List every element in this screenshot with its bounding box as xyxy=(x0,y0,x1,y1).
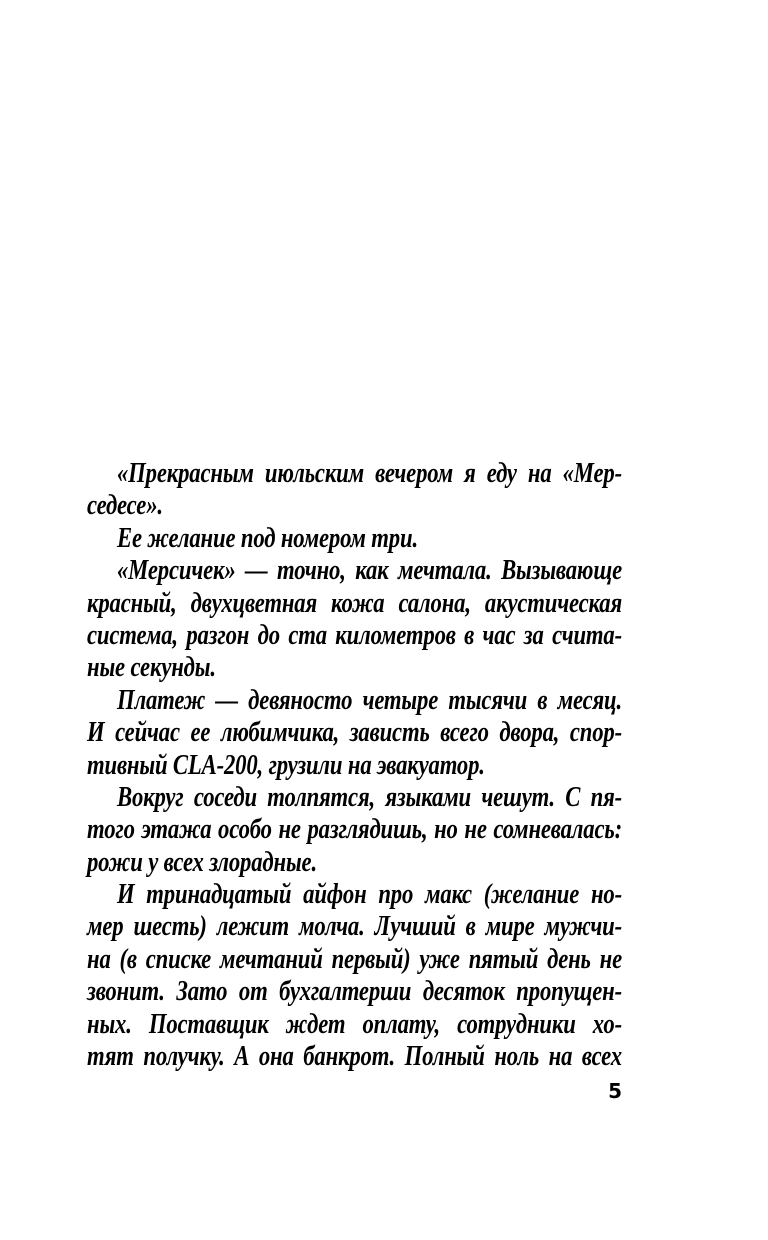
text-line: И тринадцатый айфон про макс (желание но- xyxy=(116,879,622,911)
body-text xyxy=(87,458,622,1073)
text-line: звонит. Зато от бухгалтерши десяток пропущен- xyxy=(87,976,622,1008)
text-line: ные секунды. xyxy=(87,652,216,684)
text-line: тивный CLA-200, грузили на эвакуатор. xyxy=(87,749,485,781)
text-line: Вокруг соседи толпятся, языками чешут. С пя- xyxy=(116,781,622,813)
text-line: седесе». xyxy=(87,490,163,522)
text-line: «Прекрасным июльским вечером я еду на «Мер- xyxy=(116,458,622,489)
text-line: И сейчас ее любимчика, зависть всего двора, спор- xyxy=(87,717,622,749)
text-line: мер шесть) лежит молча. Лучший в мире мужчи- xyxy=(87,911,622,943)
text-line: Платеж — девяносто четыре тысячи в месяц. xyxy=(116,684,622,716)
page-number: 5 xyxy=(608,1079,622,1103)
text-line: того этажа особо не разглядишь, но не сомневалась: xyxy=(87,814,622,846)
text-line: на (в списке мечтаний первый) уже пятый день не xyxy=(87,943,622,975)
text-line: красный, двухцветная кожа салона, акустическая xyxy=(87,587,622,619)
text-line: тят получку. А она банкрот. Полный ноль на всех xyxy=(87,1041,622,1073)
text-line: Ее желание под номером три. xyxy=(116,522,418,554)
text-line: ных. Поставщик ждет оплату, сотрудники хо- xyxy=(87,1008,622,1040)
text-line: рожи у всех злорадные. xyxy=(87,846,317,878)
text-line: система, разгон до ста километров в час за счита- xyxy=(87,619,622,651)
text-line: «Мерсичек» — точно, как мечтала. Вызывающе xyxy=(116,555,622,587)
